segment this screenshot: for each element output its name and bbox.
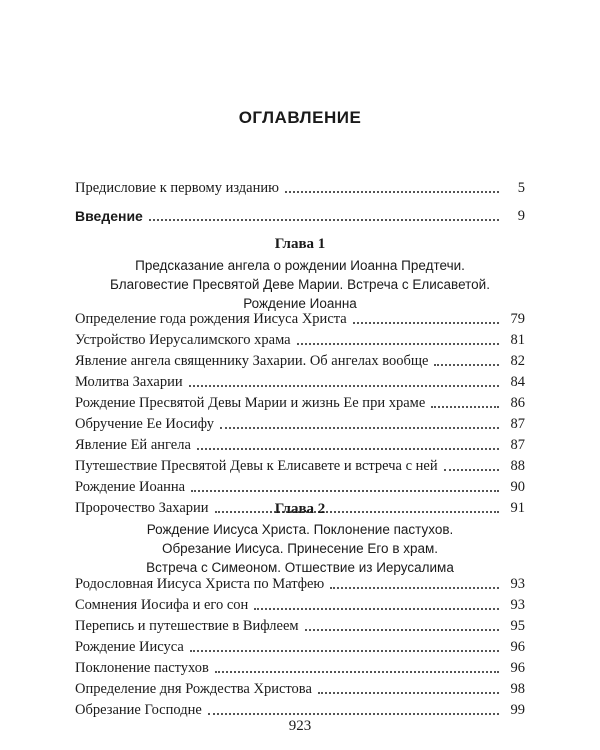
entry-title: Определение дня Рождества Христова [75, 681, 312, 697]
toc-entry [75, 309, 525, 329]
leader-dots [431, 406, 499, 408]
entry-page: 87 [510, 416, 525, 432]
leader-dots [190, 650, 499, 652]
summary-line: Встреча с Симеоном. Отшествие из Иерусалима [146, 560, 454, 575]
entry-page: 88 [510, 458, 525, 474]
entry-page: 86 [510, 395, 525, 411]
entry-page: 79 [510, 311, 525, 327]
summary-line: Рождение Иоанна [243, 296, 357, 311]
summary-line: Обрезание Иисуса. Принесение Его в храм. [161, 541, 439, 556]
leader-dots [208, 713, 499, 715]
entry-page: 90 [510, 479, 525, 495]
toc-entry [75, 206, 525, 226]
entry-title: Рождение Пресвятой Девы Марии и жизнь Ее при храме [75, 395, 426, 411]
toc-entry [75, 477, 525, 497]
chapter-summary [60, 520, 540, 577]
entry-title: Определение года рождения Иисуса Христа [75, 311, 347, 327]
leader-dots [353, 322, 499, 324]
toc-entry [75, 456, 525, 476]
leader-dots [285, 191, 499, 193]
toc-entry [75, 679, 525, 699]
leader-dots [318, 692, 499, 694]
entry-page: 87 [510, 437, 525, 453]
leader-dots [149, 219, 499, 221]
toc-entry [75, 595, 525, 615]
entry-title: Рождение Иоанна [75, 479, 186, 495]
entry-page: 96 [510, 660, 525, 676]
entry-page: 93 [510, 597, 525, 613]
entry-title: Молитва Захарии [75, 374, 183, 390]
entry-page: 84 [510, 374, 525, 390]
leader-dots [444, 469, 499, 471]
leader-dots [305, 629, 499, 631]
entry-title: Путешествие Пресвятой Девы к Елисавете и встреча с ней [75, 458, 438, 474]
entry-title: Перепись и путешествие в Вифлеем [75, 618, 299, 634]
entry-title: Предисловие к первому изданию [75, 180, 279, 196]
entry-title: Пророчество Захарии [75, 500, 209, 516]
entry-page: 95 [510, 618, 525, 634]
toc-entry [75, 574, 525, 594]
toc-entry [75, 658, 525, 678]
page-title: ОГЛАВЛЕНИЕ [238, 108, 362, 127]
entry-page: 81 [510, 332, 525, 348]
leader-dots [434, 364, 499, 366]
leader-dots [215, 671, 499, 673]
summary-line: Рождение Иисуса Христа. Поклонение пастухов. [146, 522, 454, 537]
toc-entry [75, 393, 525, 413]
chapter-summary [60, 256, 540, 313]
toc-entry [75, 637, 525, 657]
entry-page: 82 [510, 353, 525, 369]
entry-page: 98 [510, 681, 525, 697]
toc-entry [75, 435, 525, 455]
entry-page: 9 [517, 208, 525, 224]
toc-entry [75, 700, 525, 720]
leader-dots [191, 490, 499, 492]
entry-title: Поклонение пастухов [75, 660, 209, 676]
entry-page: 99 [510, 702, 525, 718]
toc-entry [75, 351, 525, 371]
leader-dots [189, 385, 499, 387]
chapter-heading: Глава 2 [274, 501, 326, 517]
leader-dots [220, 427, 499, 429]
toc-entry [75, 178, 525, 198]
toc-entry [75, 330, 525, 350]
leader-dots [297, 343, 499, 345]
entry-title: Явление Ей ангела [75, 437, 191, 453]
toc-entry [75, 372, 525, 392]
entry-title: Устройство Иерусалимского храма [75, 332, 291, 348]
entry-title: Сомнения Иосифа и его сон [75, 597, 249, 613]
toc-entry [75, 616, 525, 636]
summary-line: Благовестие Пресвятой Деве Марии. Встреча с Елисаветой. [110, 277, 490, 292]
chapter-heading: Глава 1 [274, 236, 326, 252]
leader-dots [197, 448, 499, 450]
entry-title: Явление ангела священнику Захарии. Об ангелах вообще [75, 353, 429, 369]
summary-line: Предсказание ангела о рождении Иоанна Предтечи. [135, 258, 465, 273]
entry-title: Обрезание Господне [75, 702, 202, 718]
entry-page: 91 [510, 500, 525, 516]
page-number: 923 [288, 718, 312, 734]
entry-page: 93 [510, 576, 525, 592]
entry-title: Рождение Иисуса [75, 639, 184, 655]
leader-dots [254, 608, 499, 610]
entry-page: 5 [517, 180, 525, 196]
toc-entry [75, 414, 525, 434]
entry-title: Введение [75, 208, 143, 224]
entry-title: Обручение Ее Иосифу [75, 416, 214, 432]
leader-dots [330, 587, 499, 589]
entry-title: Родословная Иисуса Христа по Матфею [75, 576, 325, 592]
entry-page: 96 [510, 639, 525, 655]
